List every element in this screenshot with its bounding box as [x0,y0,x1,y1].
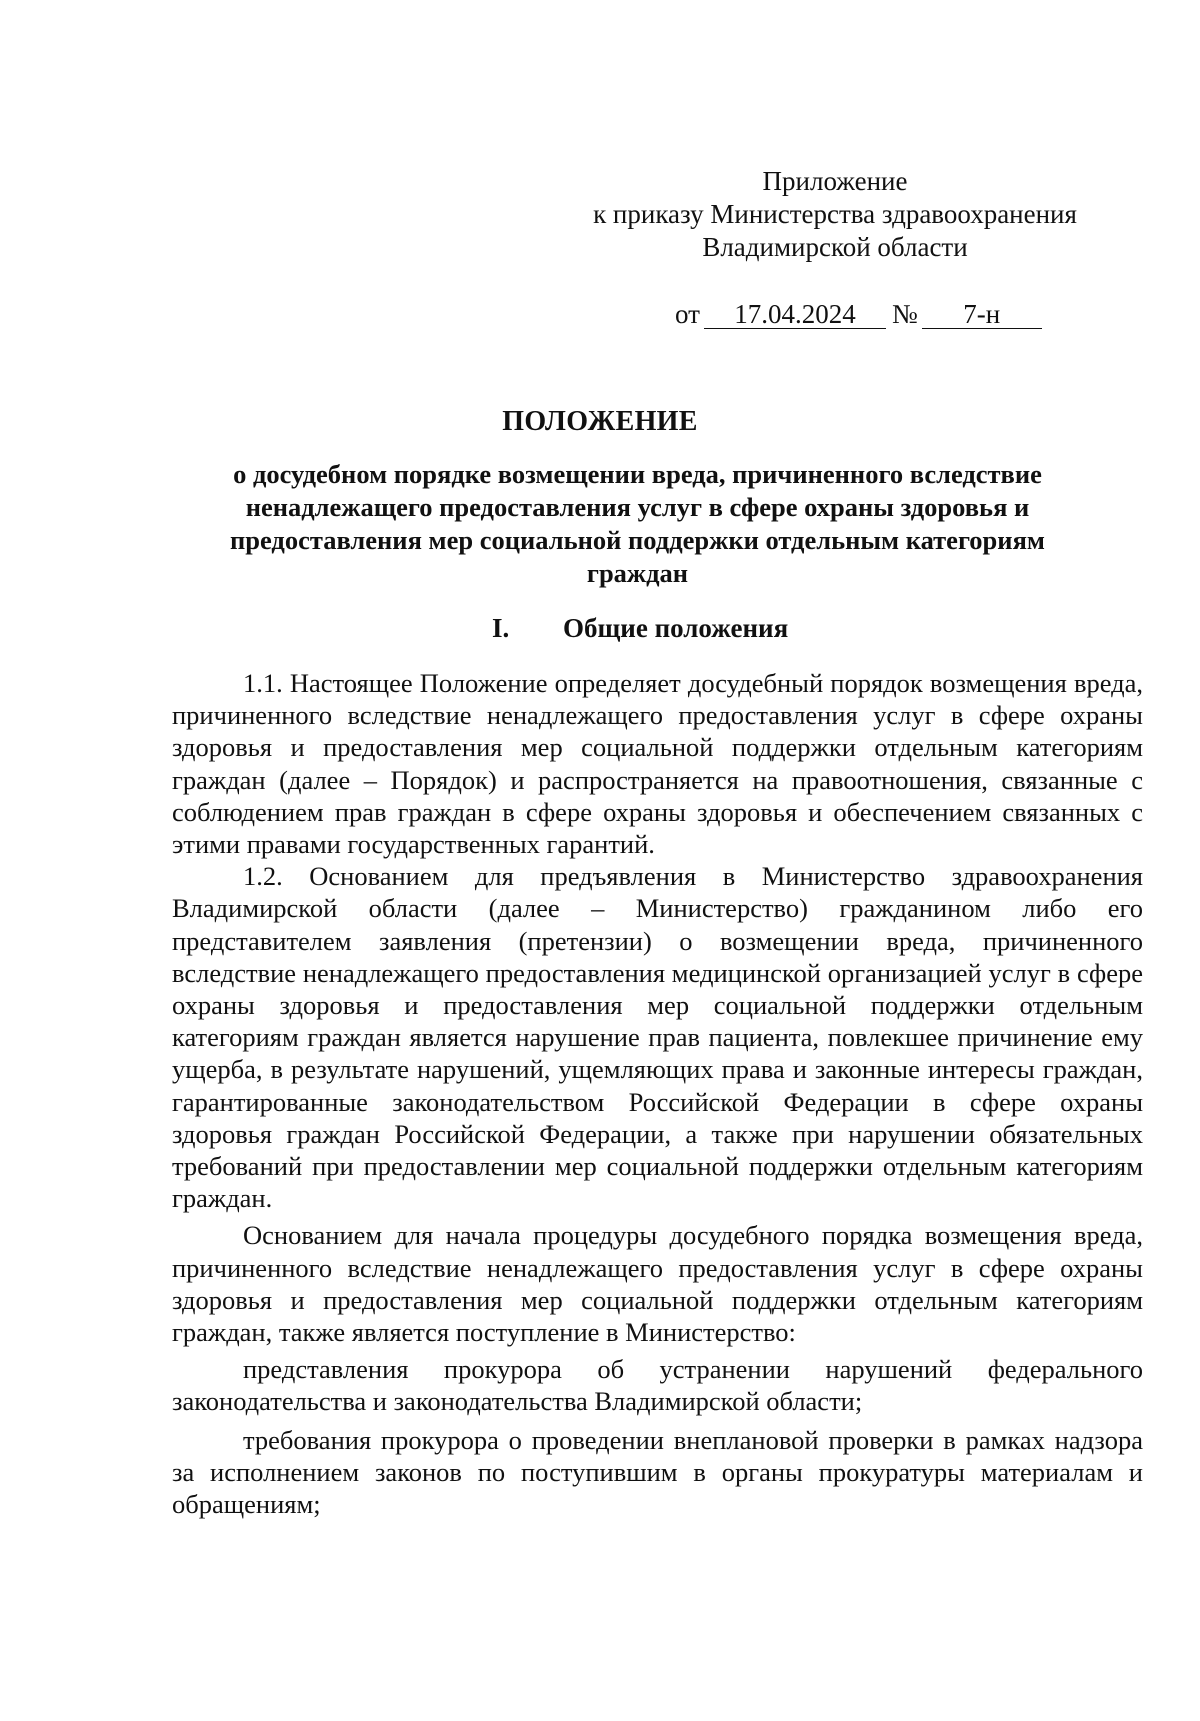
subtitle-line-1: о досудебном порядке возмещении вреда, причиненного вследствие [233,459,1042,489]
document-body [172,667,1143,1520]
section-number: I. [492,613,510,643]
paragraph-prosecutor-representation: представления прокурора об устранении нарушений федерального законодательства и законодательства Владимирской области; [172,1354,1143,1417]
subtitle-line-2: ненадлежащего предоставления услуг в сфере охраны здоровья и [245,492,1030,522]
paragraph-prosecutor-requirement: требования прокурора о проведении внеплановой проверки в рамках надзора за исполнением законов по поступившим в органы прокуратуры материалам и обращениям; [172,1424,1143,1520]
appendix-line-3: Владимирской области [702,232,968,262]
document-subtitle [195,458,1080,590]
appendix-line-2: к приказу Министерства здравоохранения [593,199,1077,229]
order-date: 17.04.2024 [704,300,886,329]
paragraph-basis: Основанием для начала процедуры досудебного порядка возмещения вреда, причиненного вследствие ненадлежащего предоставления услуг в сфере охраны здоровья и предоставления мер социальной поддержки отдельным категориям граждан, также является поступление в Министерство: [172,1220,1143,1348]
order-number: 7-н [922,300,1042,329]
appendix-block [575,165,1095,264]
appendix-line-1: Приложение [762,166,908,196]
section-title: Общие положения [563,613,789,643]
subtitle-line-4: граждан [586,558,689,588]
order-date-number [675,298,1042,331]
subtitle-line-3: предоставления мер социальной поддержки отдельным категориям [230,525,1045,555]
number-sign: № [891,299,918,329]
paragraph-1-1: 1.1. Настоящее Положение определяет досудебный порядок возмещения вреда, причиненного вследствие ненадлежащего предоставления услуг в сфере охраны здоровья и предоставления мер социальной поддержки отдельным категориям граждан (далее – Порядок) и распространяется на правоотношения, связанные с соблюдением прав граждан в сфере охраны здоровья и обеспечением связанных с этими правами государственных гарантий. [172,668,1143,860]
date-prefix: от [675,299,700,329]
paragraph-1-2: 1.2. Основанием для предъявления в Министерство здравоохранения Владимирской области (далее – Министерство) гражданином либо его представителем заявления (претензии) о возмещении вреда, причиненного вследствие ненадлежащего предоставления медицинской организацией услуг в сфере охраны здоровья и предоставления мер социальной поддержки отдельным категориям граждан является нарушение прав пациента, повлекшее причинение ему ущерба, в результате нарушений, ущемляющих права и законные интересы граждан, гарантированные законодательством Российской Федерации в сфере охраны здоровья граждан Российской Федерации, а также при нарушении обязательных требований при предоставлении мер социальной поддержки отдельным категориям граждан. [172,861,1143,1214]
document-title: ПОЛОЖЕНИЕ [502,406,698,437]
